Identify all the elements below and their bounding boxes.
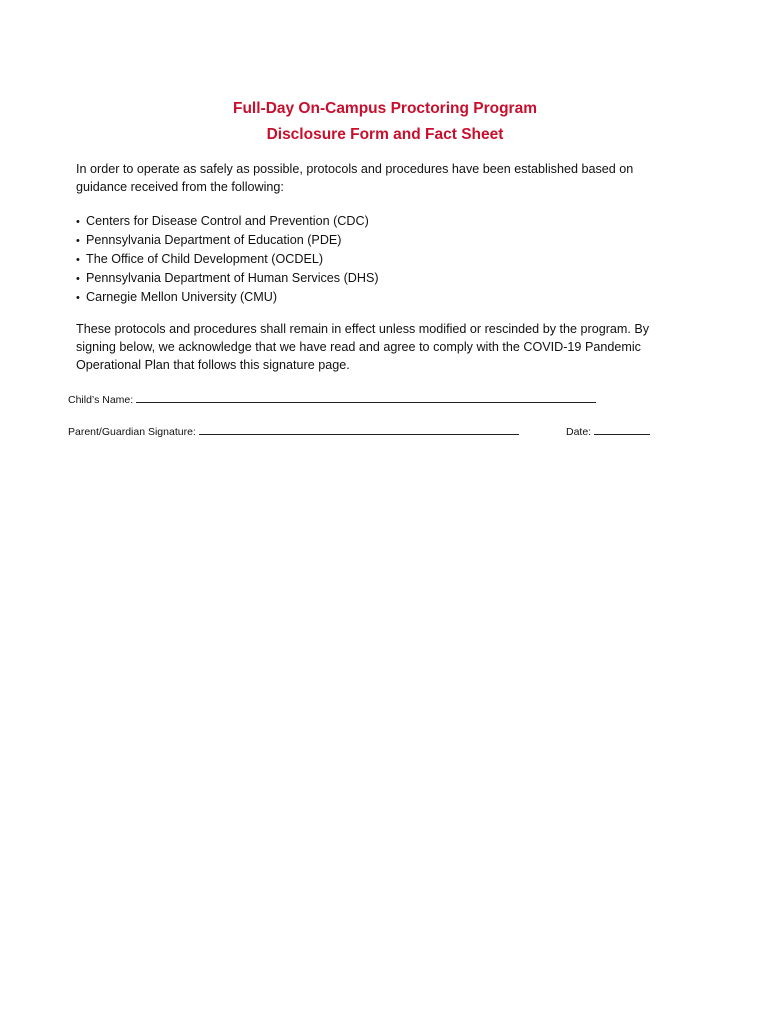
list-item bbox=[76, 288, 636, 307]
source-label: The Office of Child Development (OCDEL) bbox=[86, 252, 324, 266]
bullet-icon: • bbox=[76, 216, 80, 228]
child-name-label: Child’s Name: bbox=[68, 394, 134, 406]
agreement-paragraph: These protocols and procedures shall remain in effect unless modified or rescinded by the program. By signing below, we acknowledge that we have read and agree to comply with the COVID-19 Pandemic Operational Plan that follows this signature page. bbox=[76, 322, 650, 372]
source-label: Carnegie Mellon University (CMU) bbox=[86, 290, 278, 304]
signature-row bbox=[68, 423, 519, 439]
signature-label: Parent/Guardian Signature: bbox=[68, 426, 196, 438]
date-field[interactable] bbox=[594, 423, 650, 435]
source-label: Pennsylvania Department of Education (PDE) bbox=[86, 233, 342, 247]
source-label: Pennsylvania Department of Human Services (DHS) bbox=[86, 271, 379, 285]
title-line-2: Disclosure Form and Fact Sheet bbox=[266, 126, 504, 143]
bullet-icon: • bbox=[76, 235, 80, 247]
list-item bbox=[76, 212, 636, 231]
date-label: Date: bbox=[566, 426, 592, 438]
source-label: Centers for Disease Control and Prevention (CDC) bbox=[86, 214, 369, 228]
bullet-icon: • bbox=[76, 273, 80, 285]
list-item bbox=[76, 231, 636, 250]
bullet-icon: • bbox=[76, 292, 80, 304]
date-row bbox=[566, 423, 650, 439]
title-line-1: Full-Day On-Campus Proctoring Program bbox=[232, 100, 537, 117]
child-name-field[interactable] bbox=[136, 391, 596, 403]
guidance-source-list bbox=[76, 212, 636, 307]
bullet-icon: • bbox=[76, 254, 80, 266]
list-item bbox=[76, 269, 636, 288]
child-name-row bbox=[68, 391, 596, 407]
document-title bbox=[0, 96, 770, 148]
signature-field[interactable] bbox=[199, 423, 519, 435]
list-item bbox=[76, 250, 636, 269]
intro-paragraph: In order to operate as safely as possible, protocols and procedures have been established based on guidance received from the following: bbox=[76, 162, 634, 194]
